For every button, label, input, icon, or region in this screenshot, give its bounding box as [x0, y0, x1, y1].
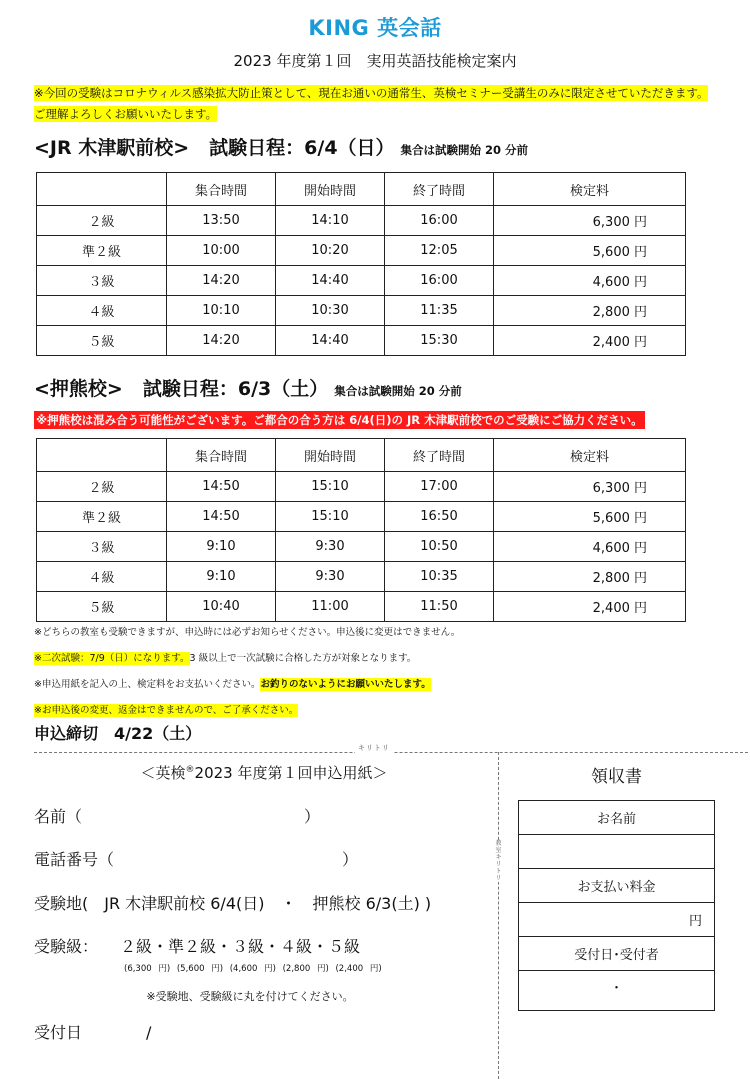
section-kizu-gather-note: 集合は試験開始 20 分前: [400, 143, 529, 157]
grade-cell: ５級: [37, 592, 167, 622]
start-time-cell: 14:40: [276, 326, 385, 356]
header-cell: 検定料: [494, 439, 686, 472]
receipt-received-label: 受付日･受付者: [519, 937, 715, 971]
fee-cell: 4,600 円: [494, 532, 686, 562]
end-time-cell: 12:05: [385, 236, 494, 266]
name-label: 名前（: [34, 807, 83, 826]
section-oshikuma-heading: [34, 374, 462, 401]
fee-cell: 6,300 円: [494, 472, 686, 502]
fee-cell: 2,400 円: [494, 326, 686, 356]
header-cell: [37, 173, 167, 206]
grade-cell: ４級: [37, 562, 167, 592]
header-cell: 開始時間: [276, 173, 385, 206]
gather-time-cell: 14:50: [167, 472, 276, 502]
table-row: [37, 296, 686, 326]
header-cell: 検定料: [494, 173, 686, 206]
table-row: [37, 502, 686, 532]
table-row: [37, 562, 686, 592]
grade-cell: 準２級: [37, 236, 167, 266]
table-header-row: [37, 439, 686, 472]
start-time-cell: 15:10: [276, 472, 385, 502]
receipt-title: 領収書: [591, 767, 642, 787]
note-payment: [34, 672, 460, 698]
gather-time-cell: 14:50: [167, 502, 276, 532]
phone-field[interactable]: [34, 847, 358, 870]
grade-cell: ２級: [37, 206, 167, 236]
end-time-cell: 10:35: [385, 562, 494, 592]
table-row: [37, 532, 686, 562]
end-time-cell: 10:50: [385, 532, 494, 562]
table-row: [519, 971, 715, 1011]
section-kizu-heading: [34, 133, 528, 160]
gather-time-cell: 10:00: [167, 236, 276, 266]
schedule-table-oshikuma: [36, 438, 686, 622]
table-row: [37, 326, 686, 356]
section-kizu-school: <JR 木津駅前校>: [34, 137, 190, 159]
table-row: [37, 266, 686, 296]
oshikuma-warning-text: ※押熊校は混み合う可能性がございます。ご都合の合う方は 6/4(日)の JR 木津駅前校でのご受験にご協力ください。: [36, 413, 643, 427]
note-second-exam-detail: 3 級以上で一次試験に合格した方が対象となります。: [189, 653, 417, 664]
table-row: [37, 592, 686, 622]
start-time-cell: 14:40: [276, 266, 385, 296]
oshikuma-warning: [34, 412, 645, 428]
note-no-refund-text: ※お申込後の変更、返金はできませんので、ご了承ください。: [34, 705, 299, 716]
section-kizu-schedule: 試験日程：6/4（日）: [209, 137, 395, 159]
covid-notice: [34, 83, 714, 125]
grade-choice[interactable]: [34, 934, 360, 957]
table-row: [37, 206, 686, 236]
grade-options: ２級・準２級・３級・４級・５級: [120, 937, 361, 956]
table-row: [519, 835, 715, 869]
receipt-date-field: [34, 1020, 151, 1043]
grade-cell: ４級: [37, 296, 167, 326]
name-field[interactable]: [34, 804, 320, 827]
receipt-table: [518, 800, 715, 1011]
grade-cell: 準２級: [37, 502, 167, 532]
grade-cell: ３級: [37, 532, 167, 562]
gather-time-cell: 13:50: [167, 206, 276, 236]
grade-cell: ３級: [37, 266, 167, 296]
receipt-fee-label: お支払い料金: [519, 869, 715, 903]
end-time-cell: 16:00: [385, 206, 494, 236]
name-close-paren: ）: [304, 807, 321, 826]
covid-notice-text: ※今回の受験はコロナウィルス感染拡大防止策として、現在お通いの通常生、英検セミナー受講生のみに限定させていただきます。ご理解よろしくお願いいたします。: [34, 86, 709, 121]
end-time-cell: 16:00: [385, 266, 494, 296]
end-time-cell: 11:50: [385, 592, 494, 622]
table-row: [519, 937, 715, 971]
header-cell: 集合時間: [167, 173, 276, 206]
gather-time-cell: 9:10: [167, 532, 276, 562]
receipt-received-value[interactable]: ･: [519, 971, 715, 1011]
receipt-fee-value[interactable]: 円: [519, 903, 715, 937]
start-time-cell: 9:30: [276, 532, 385, 562]
table-header-row: [37, 173, 686, 206]
cut-line-vertical: [498, 752, 499, 1079]
gather-time-cell: 9:10: [167, 562, 276, 592]
receipt-date-slash: /: [146, 1023, 152, 1042]
end-time-cell: 17:00: [385, 472, 494, 502]
note-payment-text: ※申込用紙を記入の上、検定料をお支払いください。: [34, 679, 261, 690]
form-title-prefix: ＜英検: [140, 764, 186, 782]
header-cell: 集合時間: [167, 439, 276, 472]
gather-time-cell: 10:10: [167, 296, 276, 326]
fee-cell: 6,300 円: [494, 206, 686, 236]
registered-mark: ®: [185, 765, 195, 775]
gather-time-cell: 14:20: [167, 326, 276, 356]
cut-line-label: キリトリ: [355, 743, 393, 753]
fee-cell: 5,600 円: [494, 502, 686, 532]
grade-label: 受験級：: [34, 937, 99, 956]
form-title-text: 2023 年度第１回申込用紙＞: [194, 764, 388, 782]
section-oshikuma-gather-note: 集合は試験開始 20 分前: [334, 384, 462, 398]
start-time-cell: 10:20: [276, 236, 385, 266]
receipt-name-value[interactable]: [519, 835, 715, 869]
notes-block: [34, 620, 460, 724]
note-second-exam-date: ※二次試験：7/9（日）になります。: [34, 653, 190, 664]
grade-cell: ２級: [37, 472, 167, 502]
fee-cell: 4,600 円: [494, 266, 686, 296]
end-time-cell: 15:30: [385, 326, 494, 356]
start-time-cell: 9:30: [276, 562, 385, 592]
cut-line-side-label: 教室キリトリ: [493, 840, 504, 882]
section-oshikuma-schedule: 試験日程：6/3（土）: [142, 378, 329, 400]
header-cell: [37, 439, 167, 472]
brand-logo-text: KING 英会話: [308, 16, 442, 40]
gather-time-cell: 14:20: [167, 266, 276, 296]
table-row: [519, 801, 715, 835]
section-oshikuma-school: <押熊校>: [34, 378, 123, 400]
document-title: 2023 年度第１回 実用英語技能検定案内: [233, 52, 517, 70]
form-instruction: ※受験地、受験級に丸を付けてください。: [146, 990, 354, 1003]
phone-close-paren: ）: [342, 850, 359, 869]
gather-time-cell: 10:40: [167, 592, 276, 622]
note-exact-change: お釣りのないようにお願いいたします。: [260, 679, 431, 690]
table-row: [519, 869, 715, 903]
note-second-exam: [34, 646, 460, 672]
receipt-name-label: お名前: [519, 801, 715, 835]
receipt-date-label: 受付日: [34, 1023, 83, 1042]
fee-cell: 2,800 円: [494, 296, 686, 326]
note-change-policy: ※どちらの教室も受験できますが、申込時には必ずお知らせください。申込後に変更はできません。: [34, 627, 461, 638]
fee-cell: 5,600 円: [494, 236, 686, 266]
header-cell: 開始時間: [276, 439, 385, 472]
grade-cell: ５級: [37, 326, 167, 356]
fee-cell: 2,400 円: [494, 592, 686, 622]
start-time-cell: 10:30: [276, 296, 385, 326]
table-row: [519, 903, 715, 937]
fee-cell: 2,800 円: [494, 562, 686, 592]
end-time-cell: 16:50: [385, 502, 494, 532]
grade-fees: (6,300 円) (5,600 円) (4,600 円) (2,800 円) (2,400 円): [124, 964, 382, 974]
start-time-cell: 15:10: [276, 502, 385, 532]
table-row: [37, 472, 686, 502]
phone-label: 電話番号（: [34, 850, 115, 869]
application-deadline: 申込締切 4/22（土）: [34, 724, 202, 743]
start-time-cell: 14:10: [276, 206, 385, 236]
schedule-table-kizu: [36, 172, 686, 356]
header-cell: 終了時間: [385, 173, 494, 206]
table-row: [37, 236, 686, 266]
header-cell: 終了時間: [385, 439, 494, 472]
start-time-cell: 11:00: [276, 592, 385, 622]
venue-choice[interactable]: 受験地( JR 木津駅前校 6/4(日) ・ 押熊校 6/3(土) ): [34, 894, 432, 913]
end-time-cell: 11:35: [385, 296, 494, 326]
form-title: [34, 762, 494, 783]
